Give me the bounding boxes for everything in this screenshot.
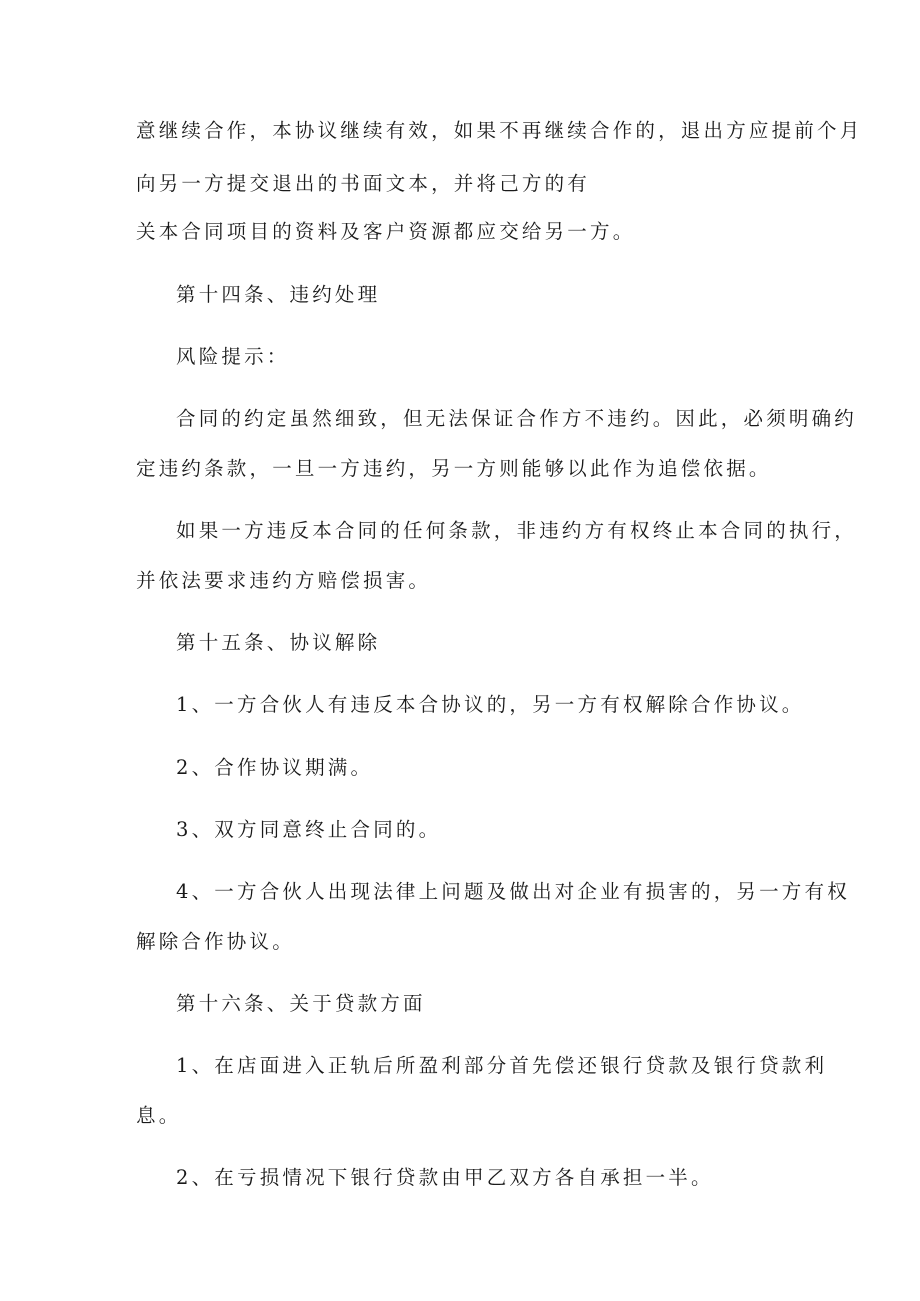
paragraph-line: 意继续合作，本协议继续有效，如果不再继续合作的，退出方应提前个月 [136,119,863,142]
article-heading: 第十五条、协议解除 [176,631,381,654]
paragraph-line: 定违约条款，一旦一方违约，另一方则能够以此作为追偿依据。 [136,457,772,480]
risk-notice-heading: 风险提示： [176,345,290,368]
list-item: 4、一方合伙人出现法律上问题及做出对企业有损害的，另一方有权 [176,880,850,903]
paragraph-line: 关本合同项目的资料及客户资源都应交给另一方。 [136,220,636,243]
list-item: 1、在店面进入正轨后所盈利部分首先偿还银行贷款及银行贷款利 [176,1054,828,1077]
paragraph-line: 并依法要求违约方赔偿损害。 [136,569,432,592]
list-item: 2、在亏损情况下银行贷款由甲乙双方各自承担一半。 [176,1166,714,1189]
list-item: 3、双方同意终止合同的。 [176,818,442,841]
paragraph-line: 合同的约定虽然细致，但无法保证合作方不违约。因此，必须明确约 [176,407,858,430]
list-item: 1、一方合伙人有违反本合协议的，另一方有权解除合作协议。 [176,693,805,716]
article-heading: 第十六条、关于贷款方面 [176,992,426,1015]
paragraph-line: 如果一方违反本合同的任何条款，非违约方有权终止本合同的执行， [176,519,858,542]
paragraph-line: 向另一方提交退出的书面文本，并将己方的有 [136,172,591,195]
list-item-continuation: 息。 [136,1104,182,1127]
list-item-continuation: 解除合作协议。 [136,930,295,953]
article-heading: 第十四条、违约处理 [176,283,381,306]
list-item: 2、合作协议期满。 [176,756,374,779]
